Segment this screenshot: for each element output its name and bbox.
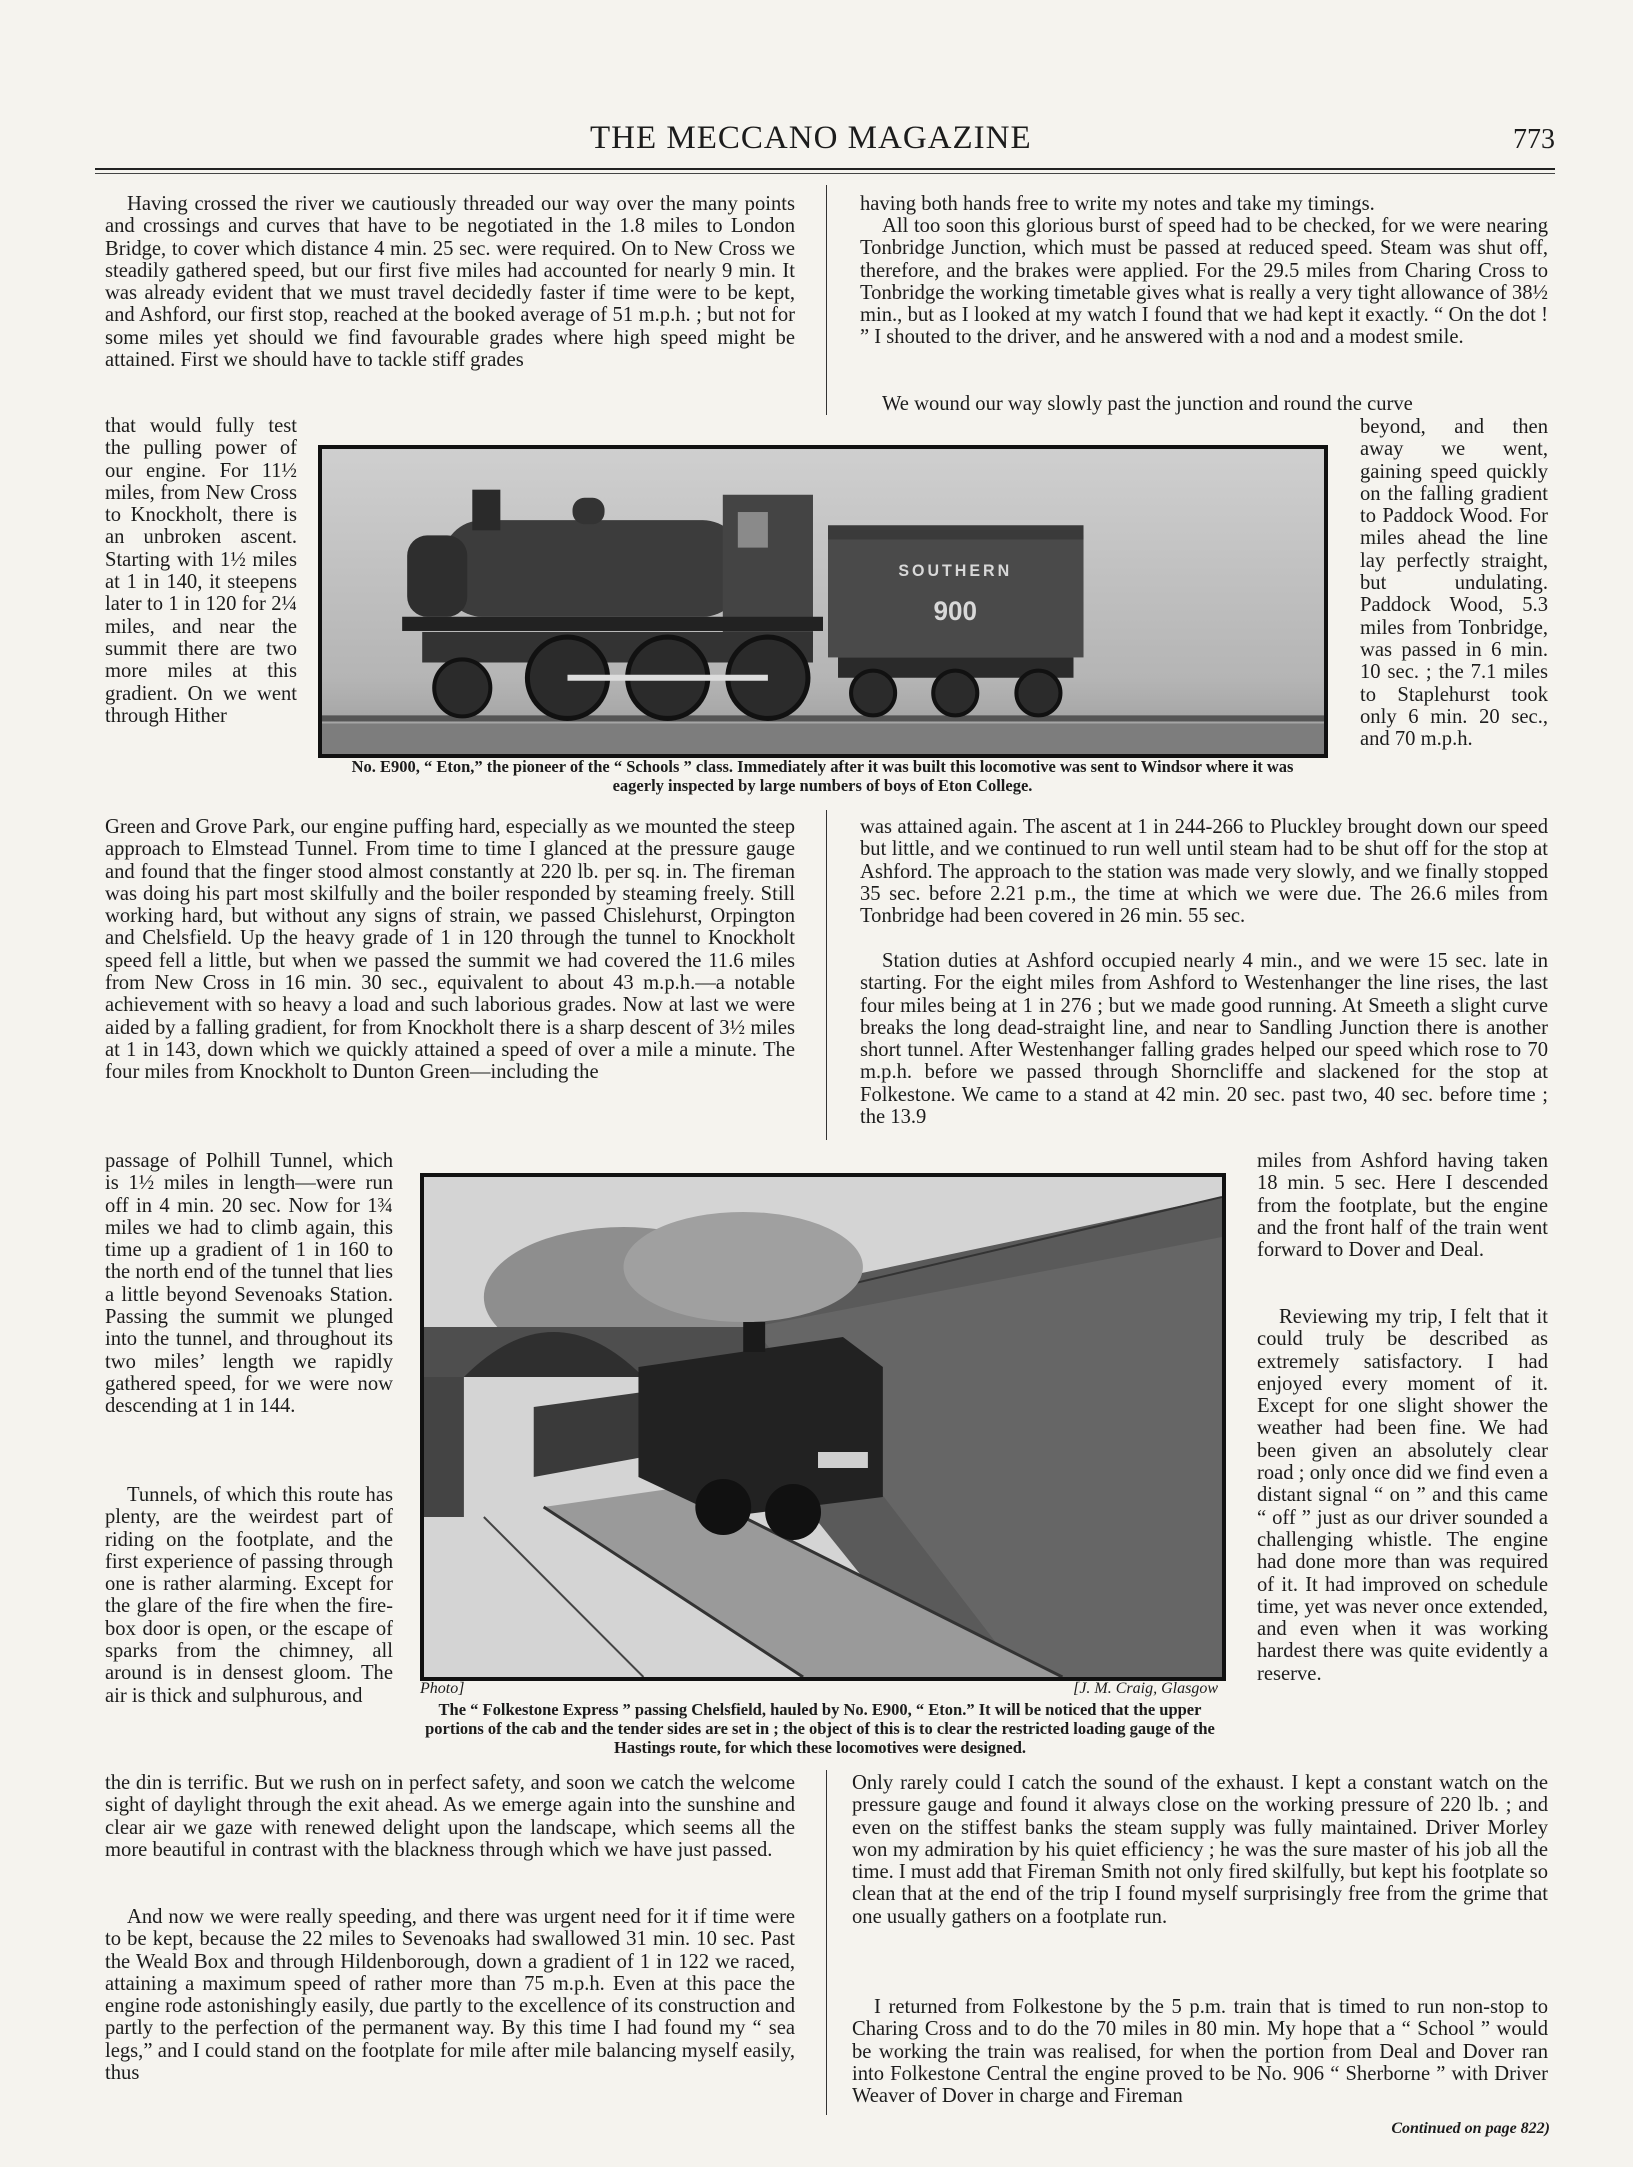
page-number: 773 — [1513, 124, 1555, 155]
continued-note: Continued on page 822) — [1391, 2120, 1550, 2137]
paragraph-tunnels: Tunnels, of which this route has plenty, are the weirdest part of riding on the footplate, and the first experience of passing through one is rather alarming. Except for the glare of the fire when the fire-box door is open, or the escape of sparks from the chimney, all around is in densest gloom. The air is thick and sulphurous, and — [105, 1484, 393, 1707]
paragraph-din-terrific: the din is terrific. But we rush on in perfect safety, and soon we catch the welcome sight of daylight through the exit ahead. As we emerge again into the sunshine and clear air we gaze with renewed delight upon the landscape, which seems all the more beautiful in contrast with the blackness through which we have just passed. — [105, 1772, 795, 1861]
column-divider-middle — [826, 810, 827, 1140]
paragraph-pluckley: was attained again. The ascent at 1 in 244-266 to Pluckley brought down our speed but little, and we continued to run well until steam had to be shut off for the stop at Ashford. The approach to the station was made very slowly, and we finally stopped 35 sec. before 2.21 p.m., the time at which we were due. The 26.6 miles from Tonbridge had been covered in 26 min. 55 sec. — [860, 816, 1548, 928]
express-photo — [420, 1173, 1226, 1681]
locomotive-illustration — [322, 449, 1324, 754]
column-divider-top — [826, 185, 827, 415]
page-header — [95, 118, 1555, 168]
locomotive-photo — [318, 445, 1328, 758]
header-rule — [95, 168, 1555, 170]
photo-credit-left: Photo] — [420, 1680, 465, 1697]
paragraph-descended: miles from Ashford having taken 18 min. 5 sec. Here I descended from the footplate, but the engine and the front half of the train went forward to Dover and Deal. — [1257, 1150, 1548, 1262]
paragraph-returned-folkestone: I returned from Folkestone by the 5 p.m. train that is timed to run non-stop to Charing Cross and to do the 70 miles in 80 min. My hope that a “ School ” would be working the train was realised, for when the portion from Deal and Dover ran into Folkestone Central the engine proved to be No. 906 “ Sherborne ” with Driver Weaver of Dover in charge and Fireman — [852, 1996, 1548, 2108]
photo-credit-right: [J. M. Craig, Glasgow — [1073, 1680, 1218, 1697]
header-rule-thin — [95, 173, 1555, 174]
paragraph-paddock-wood: beyond, and then away we went, gaining speed quickly on the falling gradient to Paddock Wood. For miles ahead the line lay perfectly straight, but undulating. Paddock Wood, 5.3 miles from Tonbridge, was passed in 6 min. 10 sec. ; the 7.1 miles to Staplehurst took only 6 min. 20 sec., and 70 m.p.h. — [1360, 416, 1548, 751]
paragraph-crossing-river: Having crossed the river we cautiously threaded our way over the many points and crossings and curves that have to be negotiated in the 1.8 miles to London Bridge, to cover which distance 4 min. 25 sec. were required. On to New Cross we steadily gathered speed, but our first five miles had accounted for nearly 9 min. It was already evident that we must travel decidedly faster if time were to be kept, and Ashford, our first stop, reached at the booked average of 51 m.p.h. ; but not for some miles yet should we find favourable grades where high speed might be attained. First we should have to tackle stiff grades — [105, 193, 795, 372]
paragraph-exhaust: Only rarely could I catch the sound of the exhaust. I kept a constant watch on the pressure gauge and found it always close on the working pressure of 220 lb. ; and even on the stiffest banks the steam supply was fully maintained. Driver Morley won my admiration by his quiet efficiency ; he was the sure master of his job all the time. I must add that Fireman Smith not only fired skilfully, but kept his footplate so clean that at the end of the trip I found myself surprisingly free from the grime that one usually gathers on a footplate run. — [852, 1772, 1548, 1928]
express-illustration — [424, 1177, 1222, 1677]
paragraph-ashford-duties: Station duties at Ashford occupied nearly 4 min., and we were 15 sec. late in starting. For the eight miles from Ashford to Westenhanger the line rises, the last four miles being at 1 in 276 ; but we made good running. At Smeeth a slight curve breaks the long dead-straight line, and near to Sandling Junction there is another short tunnel. After Westenhanger falling grades helped our speed which rose to 70 m.p.h. before we passed through Shorncliffe and slackened for the stop at Folkestone. We came to a stand at 42 min. 20 sec. past two, 40 sec. before time ; the 13.9 — [860, 950, 1548, 1129]
paragraph-grove-park: Green and Grove Park, our engine puffing hard, especially as we mounted the steep approach to Elmstead Tunnel. From time to time I glanced at the pressure gauge and found that the finger stood almost constantly at 220 lb. per sq. in. The fireman was doing his part most skilfully and the boiler responded by steaming freely. Still working hard, but without any signs of strain, we passed Chislehurst, Orpington and Chelsfield. Up the heavy grade of 1 in 120 through the tunnel to Knockholt speed fell a little, but when we passed the summit we had covered the 11.6 miles from New Cross in 16 min. 30 sec., equivalent to about 43 m.p.h.—a notable achievement with so heavy a load and such laborious grades. Now at last we were aided by a falling gradient, for from Knockholt there is a sharp descent of 3½ miles at 1 in 143, down which we quickly attained a speed of over a mile a minute. The four miles from Knockholt to Dunton Green—including the — [105, 816, 795, 1084]
paragraph-polhill-tunnel: passage of Polhill Tunnel, which is 1½ miles in length—were run off in 4 min. 20 sec. Now for 1¾ miles we had to climb again, this time up a gradient of 1 in 160 to the north end of the tunnel that lies a little beyond Sevenoaks Station. Passing the summit we plunged into the tunnel, and throughout its two miles’ length we rapidly gathered speed, for we were now descending at 1 in 144. — [105, 1150, 393, 1418]
paragraph-reviewing-trip: Reviewing my trip, I felt that it could truly be described as extremely satisfactory. I had enjoyed every moment of it. Except for one slight shower the weather had been fine. We had been given an absolutely clear road ; only once did we find even a distant signal “ on ” and this came “ off ” just as our driver sounded a challenging whistle. The engine had done more than was required of it. It had improved on schedule time, yet was never once extended, and even when it was working hardest there was quite evidently a reserve. — [1257, 1306, 1548, 1685]
paragraph-really-speeding: And now we were really speeding, and there was urgent need for it if time were to be kept, because the 22 miles to Sevenoaks had swallowed 31 min. 10 sec. Past the Weald Box and through Hildenborough, down a gradient of 1 in 122 we raced, attaining a maximum speed of rather more than 75 m.p.h. Even at this pace the engine rode astonishingly easily, due partly to the excellence of its construction and partly to the perfection of the permanent way. By this time I had found my “ sea legs,” and I could stand on the footplate for mile after mile balancing myself easily, thus — [105, 1906, 795, 2085]
paragraph-tonbridge: All too soon this glorious burst of speed had to be checked, for we were nearing Tonbridge Junction, which must be passed at reduced speed. Steam was shut off, therefore, and the brakes were applied. For the 29.5 miles from Charing Cross to Tonbridge the working timetable gives what is really a very tight allowance of 38½ min., but as I looked at my watch I found that we had kept it exactly. “ On the dot ! ” I shouted to the driver, and he answered with a nod and a modest smile. — [860, 215, 1548, 349]
tender-lettering: SOUTHERN — [898, 561, 1013, 581]
paragraph-pulling-power: that would fully test the pulling power of our engine. For 11½ miles, from New Cross to Knockholt, there is an unbroken ascent. Starting with 1½ miles at 1 in 140, it steepens later to 1 in 120 for 2¼ miles, and near the summit there are two more miles at this gradient. On we went through Hither — [105, 415, 297, 727]
magazine-title: THE MECCANO MAGAZINE — [590, 120, 1032, 156]
paragraph-wound-our-way: We wound our way slowly past the junction and round the curve — [882, 393, 1413, 415]
paragraph-hands-free: having both hands free to write my notes and take my timings. — [860, 193, 1375, 215]
tender-number: 900 — [933, 595, 977, 626]
express-caption: The “ Folkestone Express ” passing Chelsfield, hauled by No. E900, “ Eton.” It will be noticed that the upper portions of the cab and the tender sides are set in ; the object of this is to clear the restricted loading gauge of the Hastings route, for which these locomotives were designed. — [425, 1700, 1215, 1757]
column-divider-bottom — [826, 1770, 827, 2115]
locomotive-caption: No. E900, “ Eton,” the pioneer of the “ Schools ” class. Immediately after it was built this locomotive was sent to Windsor where it was eagerly inspected by large numbers of boys of Eton College. — [351, 757, 1294, 795]
